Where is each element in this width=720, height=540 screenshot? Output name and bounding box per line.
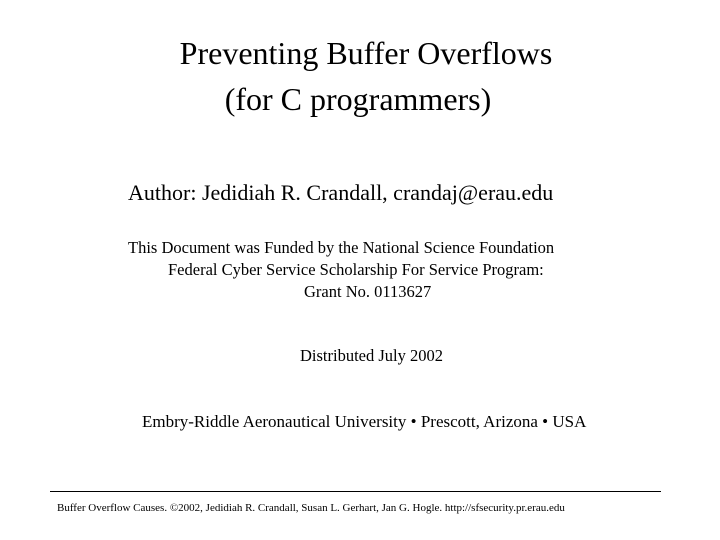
footer-divider bbox=[50, 491, 661, 492]
slide-title-line-2: (for C programmers) bbox=[224, 81, 492, 117]
footer-text: Buffer Overflow Causes. ©2002, Jedidiah R. Crandall, Susan L. Gerhart, Jan G. Hogle. http://sfsecurity.pr.erau.edu bbox=[57, 502, 565, 514]
institution-line: Embry-Riddle Aeronautical University • Prescott, Arizona • USA bbox=[142, 412, 587, 431]
distribution-date: Distributed July 2002 bbox=[300, 346, 443, 365]
grant-number: Grant No. 0113627 bbox=[304, 282, 432, 301]
funding-line-2: Federal Cyber Service Scholarship For Service Program: bbox=[168, 260, 544, 279]
funding-line-1: This Document was Funded by the National Science Foundation bbox=[128, 238, 555, 257]
author-line: Author: Jedidiah R. Crandall, crandaj@erau.edu bbox=[128, 180, 554, 205]
slide-title-line-1: Preventing Buffer Overflows bbox=[179, 35, 553, 71]
